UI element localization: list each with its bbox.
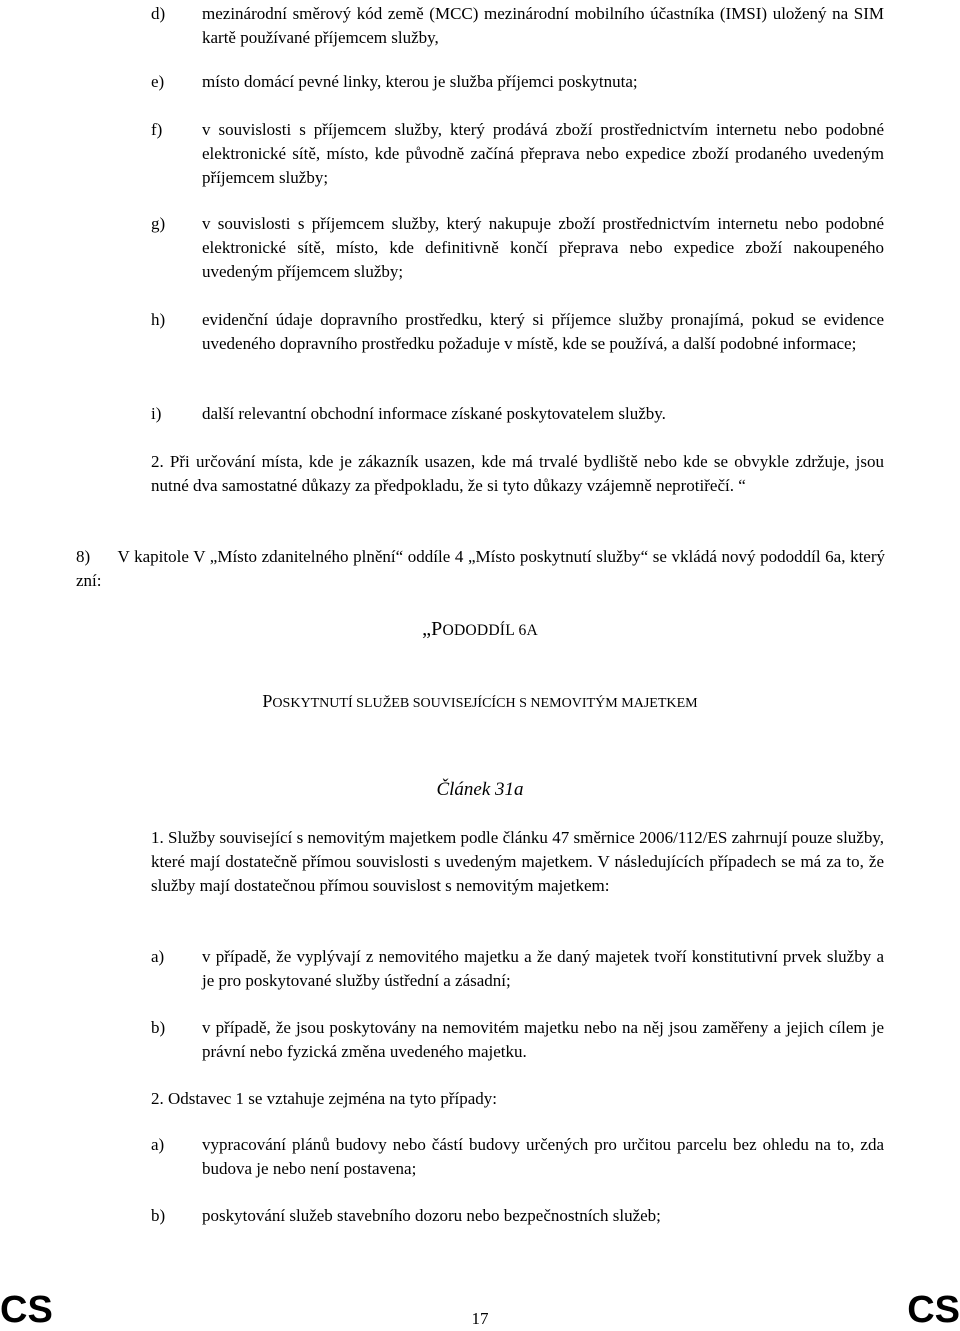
list-item-b xyxy=(151,1204,884,1228)
footer-language-code-left: CS xyxy=(0,1289,53,1331)
list-label: a) xyxy=(151,1135,165,1154)
list-item-h xyxy=(151,308,884,356)
list-item-b xyxy=(151,1016,884,1064)
list-text: místo domácí pevné linky, kterou je služba příjemci poskytnuta; xyxy=(202,72,638,91)
subsection-prefix: „P xyxy=(422,618,443,640)
list-text: v souvislosti s příjemcem služby, který prodává zboží prostřednictvím internetu nebo podobné elektronické sítě, místo, kde původně začíná přeprava nebo expedice zboží prodaného uvedeným příjemcem služby; xyxy=(202,120,884,187)
list-text: evidenční údaje dopravního prostředku, který si příjemce služby pronajímá, pokud se evidence uvedeného dopravního prostředku požaduje v místě, kde se používá, a další podobné informace; xyxy=(202,310,884,353)
list-label: b) xyxy=(151,1206,166,1225)
subsection-rest: ODODDÍL 6A xyxy=(442,622,538,639)
article-paragraph-1: 1. Služby související s nemovitým majetkem podle článku 47 směrnice 2006/112/ES zahrnují pouze služby, které mají dostatečně přímou souvislosti s uvedeným majetkem. V následujících případech se má za to, že služby mají dostatečnou přímou souvislost s nemovitým majetkem: xyxy=(151,828,884,895)
list-item-d xyxy=(151,2,884,50)
list-label: d) xyxy=(151,4,166,23)
list-label: h) xyxy=(151,310,166,329)
list-label: i) xyxy=(151,404,162,423)
list-label: e) xyxy=(151,72,165,91)
list-item-g xyxy=(151,212,884,284)
list-text: poskytování služeb stavebního dozoru nebo bezpečnostních služeb; xyxy=(202,1206,661,1225)
list-text: v případě, že vyplývají z nemovitého majetku a že daný majetek tvoří konstitutivní prvek služby a je pro poskytované služby ústřední a zásadní; xyxy=(202,947,884,990)
list-item-i xyxy=(151,402,884,426)
article-heading: Článek 31a xyxy=(436,779,524,800)
list-label: g) xyxy=(151,214,166,233)
list-item-a xyxy=(151,1133,884,1181)
list-item-f xyxy=(151,118,884,190)
section-title-rest: OSKYTNUTÍ SLUŽEB SOUVISEJÍCÍCH S NEMOVITÝM MAJETKEM xyxy=(272,695,698,711)
list-item-a xyxy=(151,945,884,993)
section-title xyxy=(0,689,960,715)
list-text: v případě, že jsou poskytovány na nemovitém majetku nebo na něj jsou zaměřeny a jejich cílem je právní nebo fyzická změna uvedeného majetku. xyxy=(202,1018,884,1061)
list-text: mezinárodní směrový kód země (MCC) mezinárodní mobilního účastníka (IMSI) uložený na SIM kartě používané příjemcem služby, xyxy=(202,4,884,47)
list-label: b) xyxy=(151,1018,166,1037)
section-title-first: P xyxy=(262,691,273,711)
subsection-heading xyxy=(0,617,960,643)
amendment-point-8: 8) V kapitole V „Místo zdanitelného plnění“ oddíle 4 „Místo poskytnutí služby“ se vkládá nový pododdíl 6a, který zní: xyxy=(76,547,890,590)
list-text: vypracování plánů budovy nebo částí budovy určených pro určitou parcelu bez ohledu na to, zda budova je nebo není postavena; xyxy=(202,1135,884,1178)
list-text: v souvislosti s příjemcem služby, který nakupuje zboží prostřednictvím internetu nebo podobné elektronické sítě, místo, kde definitivně končí přeprava nebo expedice zboží nakoupeného uvedeným příjemcem služby; xyxy=(202,214,884,281)
article-paragraph-2: 2. Odstavec 1 se vztahuje zejména na tyto případy: xyxy=(151,1089,498,1108)
page-number: 17 xyxy=(471,1309,489,1328)
paragraph-2: 2. Při určování místa, kde je zákazník usazen, kde má trvalé bydliště nebo kde se obvykle zdržuje, jsou nutné dva samostatné důkazy za předpokladu, že si tyto důkazy vzájemně neprotiřečí. “ xyxy=(151,452,884,495)
list-item-e xyxy=(151,70,884,94)
list-label: f) xyxy=(151,120,163,139)
list-text: další relevantní obchodní informace získané poskytovatelem služby. xyxy=(202,404,666,423)
list-label: a) xyxy=(151,947,165,966)
footer-language-code-right: CS xyxy=(907,1289,960,1331)
